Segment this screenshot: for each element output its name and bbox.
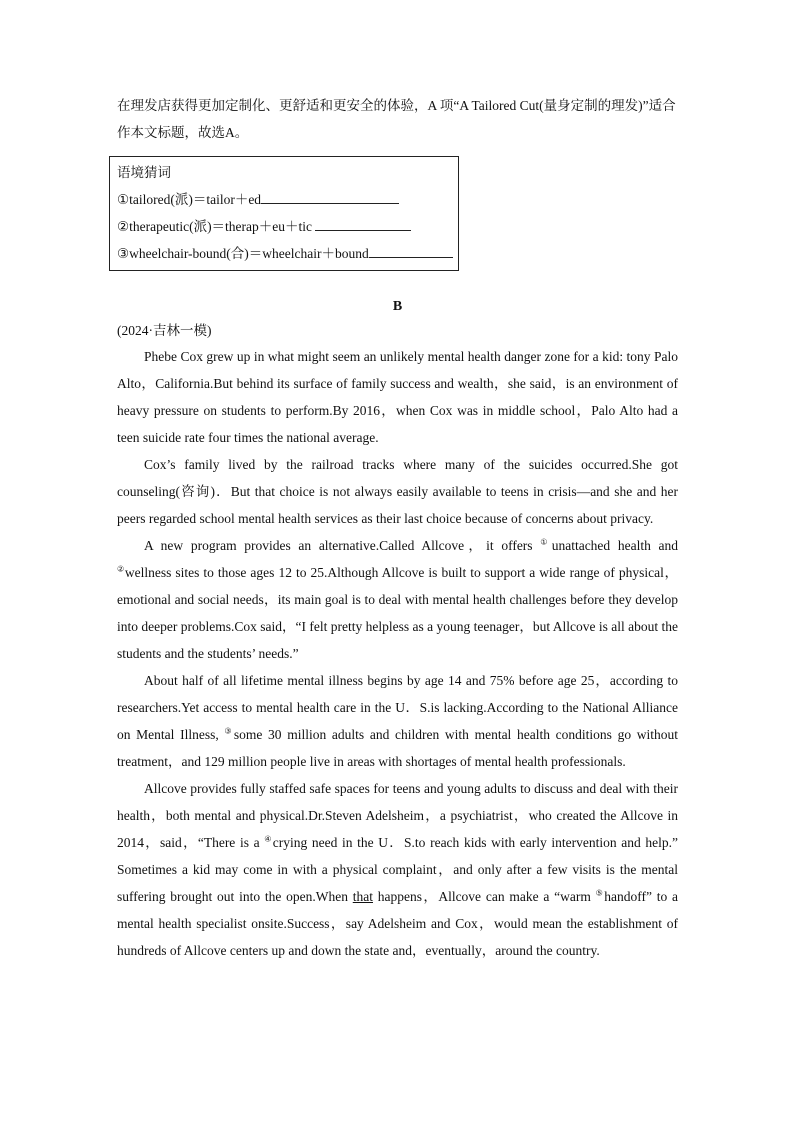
vocab-item-2 [117, 213, 451, 240]
text-run: unattached health and [551, 538, 678, 553]
text-run: some 30 million adults and children with mental health conditions go without treatment，and 129 million people live in areas with shortages of mental health professionals. [117, 727, 678, 769]
paragraph-5 [117, 775, 678, 964]
text-run: About half of all lifetime mental illness begins by age 14 and 75% before age 25，according to researchers.Yet access to mental health care in the U．S.is lacking.According to the National Alliance on Mental Illness, [117, 673, 678, 742]
text-run: Allcove provides fully staffed safe spaces for teens and young adults to discuss and deal with their health，both mental and physical.Dr.Steven Adelsheim，a psychiatrist，who created the Allcove in 2014，said，“There is a [117, 781, 678, 850]
text-run: crying need in the U．S.to reach kids with early intervention and help.” Sometimes a kid may come in with a physical complaint，and only after a few visits is the mental suffering brought out into the open.When [117, 835, 679, 904]
paragraph-3 [117, 532, 678, 667]
answer-blank[interactable] [315, 215, 411, 231]
vocab-box [109, 156, 459, 271]
vocab-item-1 [117, 186, 451, 213]
text-run: wellness sites to those ages 12 to 25.Although Allcove is built to support a wide range of physical，emotional and social needs，its main goal is to deal with mental health challenges before they develop into deeper problems.Cox said，“I felt pretty helpless as a young teenager，but Allcove is all about the students and the students’ needs.” [117, 565, 678, 661]
document-page [117, 92, 678, 964]
marker-4: ④ [264, 834, 273, 844]
answer-blank[interactable] [261, 188, 399, 204]
intro-text: 在理发店获得更加定制化、更舒适和更安全的体验，A 项“A Tailored Cut(量身定制的理发)”适合作本文标题，故选A。 [117, 98, 676, 140]
paragraph-1: Phebe Cox grew up in what might seem an unlikely mental health danger zone for a kid: tony Palo Alto，California.But behind its surface of family success and wealth，she said，is an environment of heavy pressure on students to perform.By 2016，when Cox was in middle school，Palo Alto had a teen suicide rate four times the national average. [117, 349, 678, 445]
vocab-title: 语境猜词 [117, 165, 171, 180]
marker-1: ① [540, 537, 552, 547]
paragraph-4 [117, 667, 678, 775]
text-run: A new program provides an alternative.Called Allcove，it offers [144, 538, 541, 553]
paragraph-2: Cox’s family lived by the railroad tracks where many of the suicides occurred.She got counseling(咨询)．But that choice is not always easily available to teens in crisis—and she and her peers regarded school mental health services as their last choice because of concerns about privacy. [117, 457, 678, 526]
vocab-item-3 [117, 240, 451, 267]
vocab-item-text: ②therapeutic(派)＝therap＋eu＋tic [117, 219, 316, 234]
source-label: (2024·吉林一模) [117, 323, 212, 338]
vocab-item-text: ①tailored(派)＝tailor＋ed [117, 192, 262, 207]
marker-2: ② [117, 564, 125, 574]
text-run: happens，Allcove can make a “warm [373, 889, 596, 904]
text-run: handoff” to a mental health specialist onsite.Success，say Adelsheim and Cox，would mean the establishment of hundreds of Allcove centers up and down the state and，eventually，around the country. [117, 889, 678, 958]
underlined-word: that [352, 889, 373, 904]
section-heading: B [392, 299, 403, 314]
marker-5: ⑤ [595, 888, 605, 898]
marker-3: ③ [224, 726, 234, 736]
vocab-item-text: ③wheelchair-bound(合)＝wheelchair＋bound [117, 246, 369, 261]
answer-blank[interactable] [369, 242, 453, 258]
